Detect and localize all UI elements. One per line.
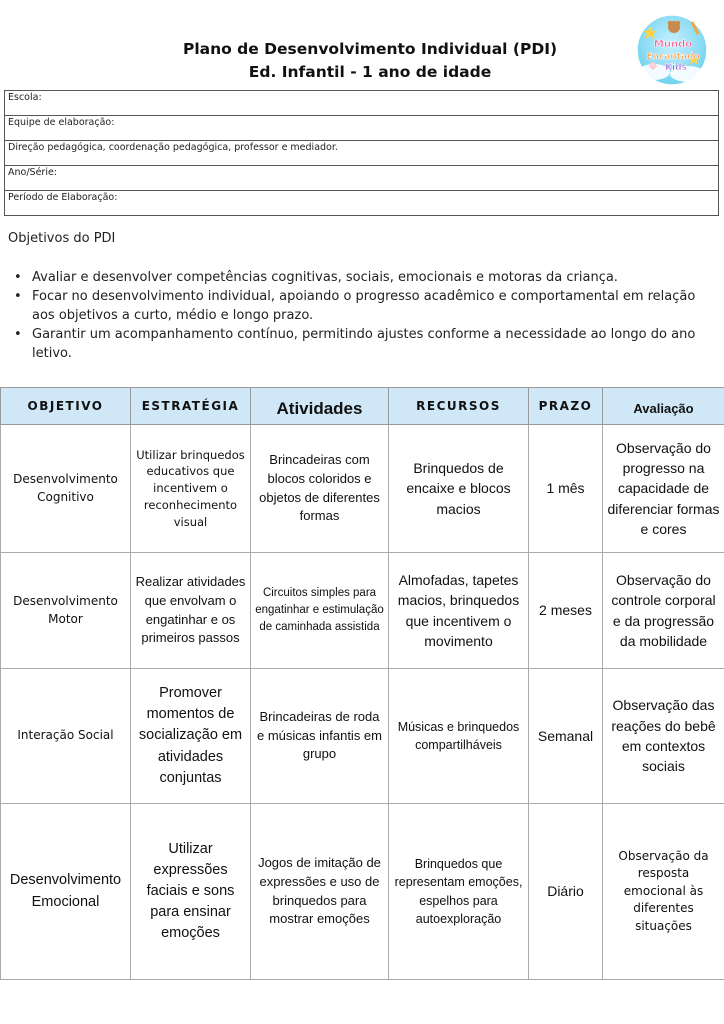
table-row bbox=[1, 553, 724, 669]
cell-objetivo: Desenvolvimento Motor bbox=[1, 553, 131, 669]
cell-atividades: Jogos de imitação de expressões e uso de brinquedos para mostrar emoções bbox=[251, 804, 389, 980]
objectives-list bbox=[14, 268, 704, 363]
cell-estrategia: Realizar atividades que envolvam o engatinhar e os primeiros passos bbox=[131, 553, 251, 669]
logo-text-1: Mundo bbox=[653, 39, 693, 50]
cell-atividades: Brincadeiras com blocos coloridos e objetos de diferentes formas bbox=[251, 425, 389, 553]
info-row bbox=[5, 166, 719, 191]
table-row bbox=[1, 669, 724, 804]
header-prazo: PRAZO bbox=[529, 388, 603, 425]
logo-text-3: Kids bbox=[665, 63, 687, 73]
header-atividades: Atividades bbox=[251, 388, 389, 425]
cell-recursos: Músicas e brinquedos compartilháveis bbox=[389, 669, 529, 804]
cell-atividades: Circuitos simples para engatinhar e estimulação de caminhada assistida bbox=[251, 553, 389, 669]
cell-prazo: Diário bbox=[529, 804, 603, 980]
header-avaliacao: Avaliação bbox=[603, 388, 724, 425]
info-row bbox=[5, 116, 719, 141]
title-line-1: Plano de Desenvolvimento Individual (PDI) bbox=[182, 40, 558, 58]
cell-estrategia: Utilizar expressões faciais e sons para ensinar emoções bbox=[131, 804, 251, 980]
info-year: Ano/Série: bbox=[5, 166, 719, 191]
cell-atividades: Brincadeiras de roda e músicas infantis em grupo bbox=[251, 669, 389, 804]
cell-avaliacao: Observação da resposta emocional às diferentes situações bbox=[603, 804, 724, 980]
table-row bbox=[1, 425, 724, 553]
objective-text: Avaliar e desenvolver competências cognitivas, sociais, emocionais e motoras da criança. bbox=[32, 270, 618, 285]
cell-prazo: 2 meses bbox=[529, 553, 603, 669]
objectives-title: Objetivos do PDI bbox=[8, 231, 116, 246]
mundo-encantado-kids-logo bbox=[636, 14, 708, 86]
info-row bbox=[5, 91, 719, 116]
cell-objetivo: Interação Social bbox=[1, 669, 131, 804]
objective-text: Focar no desenvolvimento individual, apoiando o progresso acadêmico e comportamental em relação aos objetivos a curto, médio e longo prazo. bbox=[32, 289, 696, 323]
cell-avaliacao: Observação do progresso na capacidade de diferenciar formas e cores bbox=[603, 425, 724, 553]
bullet-icon: • bbox=[14, 289, 22, 304]
cell-objetivo: Desenvolvimento Cognitivo bbox=[1, 425, 131, 553]
info-row bbox=[5, 141, 719, 166]
info-row bbox=[5, 191, 719, 216]
bullet-icon: • bbox=[14, 270, 22, 285]
cell-recursos: Brinquedos que representam emoções, espelhos para autoexploração bbox=[389, 804, 529, 980]
objective-text: Garantir um acompanhamento contínuo, permitindo ajustes conforme a necessidade ao longo do ano letivo. bbox=[32, 327, 696, 361]
cell-avaliacao: Observação do controle corporal e da progressão da mobilidade bbox=[603, 553, 724, 669]
header-recursos: RECURSOS bbox=[389, 388, 529, 425]
info-team: Equipe de elaboração: bbox=[5, 116, 719, 141]
title-line-2: Ed. Infantil - 1 ano de idade bbox=[248, 63, 492, 81]
info-team-members: Direção pedagógica, coordenação pedagógica, professor e mediador. bbox=[5, 141, 719, 166]
info-school: Escola: bbox=[5, 91, 719, 116]
cell-avaliacao: Observação das reações do bebê em contextos sociais bbox=[603, 669, 724, 804]
cell-recursos: Brinquedos de encaixe e blocos macios bbox=[389, 425, 529, 553]
cell-objetivo: Desenvolvimento Emocional bbox=[1, 804, 131, 980]
cell-recursos: Almofadas, tapetes macios, brinquedos que incentivem o movimento bbox=[389, 553, 529, 669]
cell-prazo: Semanal bbox=[529, 669, 603, 804]
list-item bbox=[14, 268, 704, 287]
header-objetivo: OBJETIVO bbox=[1, 388, 131, 425]
cell-estrategia: Utilizar brinquedos educativos que incentivem o reconhecimento visual bbox=[131, 425, 251, 553]
table-row bbox=[1, 804, 724, 980]
bullet-icon: • bbox=[14, 327, 22, 342]
school-info-table bbox=[4, 90, 719, 216]
info-period: Período de Elaboração: bbox=[5, 191, 719, 216]
header-estrategia: ESTRATÉGIA bbox=[131, 388, 251, 425]
table-header-row bbox=[1, 388, 724, 425]
pdi-table bbox=[0, 387, 724, 980]
cell-estrategia: Promover momentos de socialização em atividades conjuntas bbox=[131, 669, 251, 804]
list-item bbox=[14, 325, 704, 363]
page-title bbox=[0, 38, 724, 84]
logo-text-2: Encantado bbox=[646, 52, 700, 62]
list-item bbox=[14, 287, 704, 325]
cell-prazo: 1 mês bbox=[529, 425, 603, 553]
